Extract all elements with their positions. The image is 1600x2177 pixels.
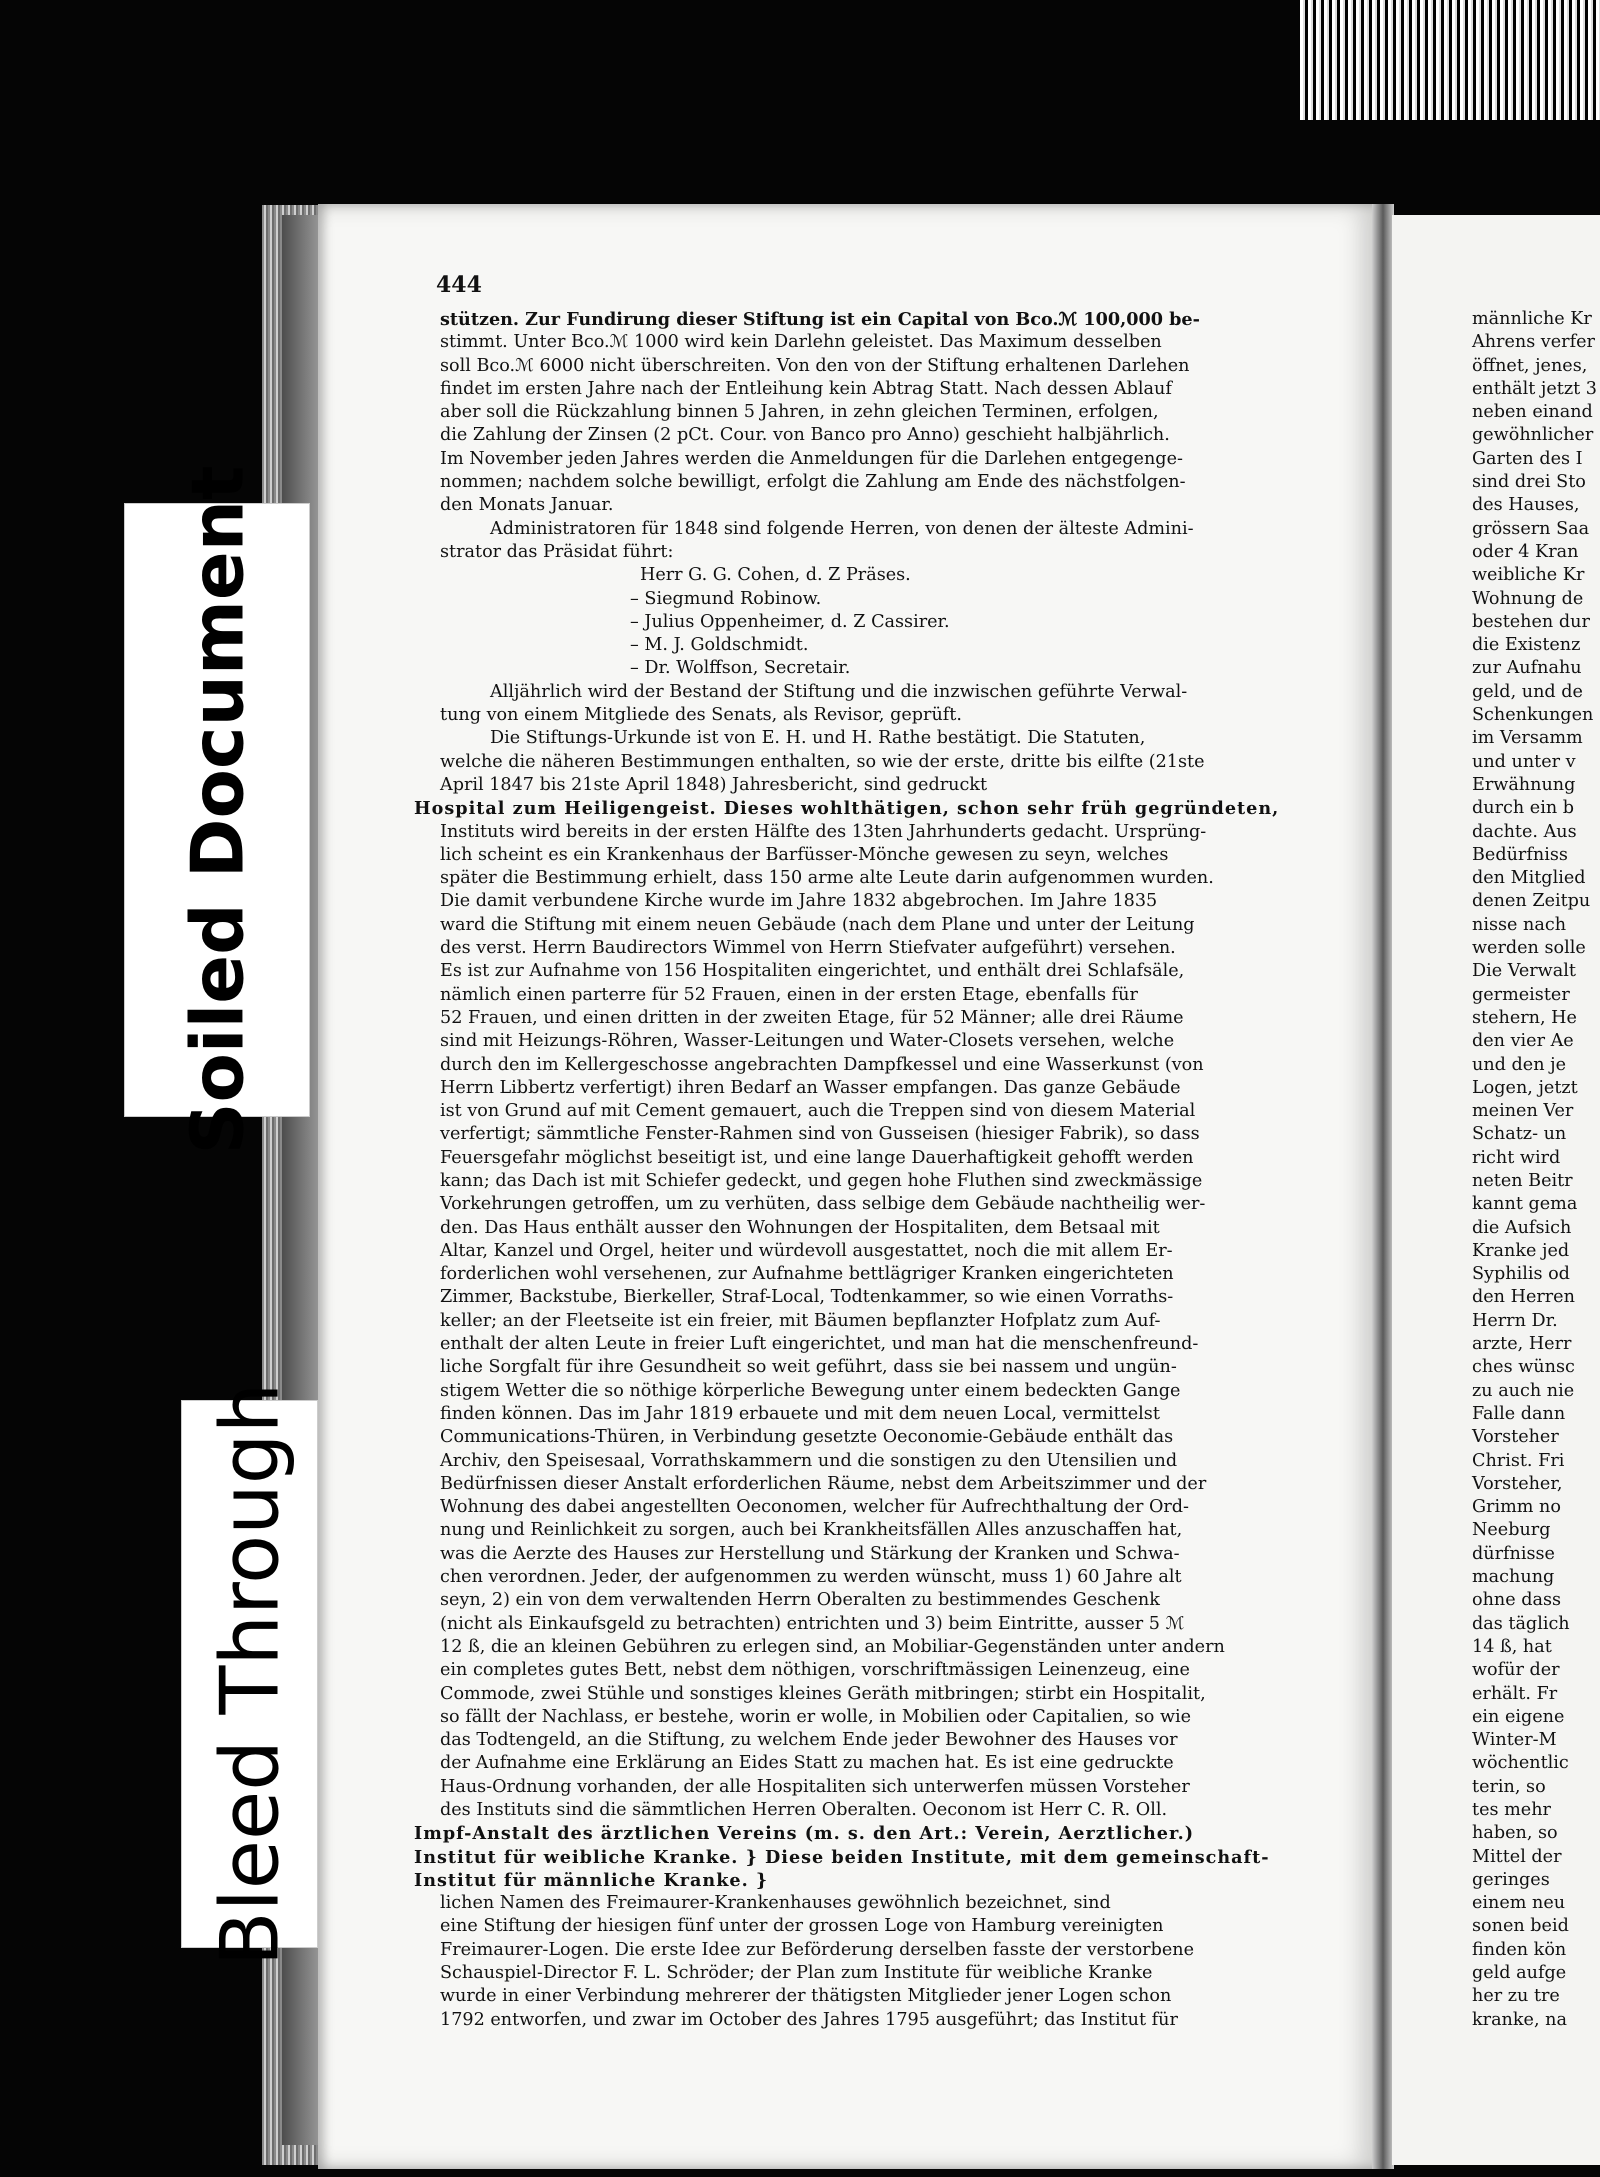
page-number: 444 xyxy=(436,272,482,298)
entry-heading-hospital: Hospital zum Heiligengeist. Dieses wohlthätigen, schon sehr früh gegründeten, xyxy=(414,798,1280,820)
facing-text-line: Bedürfniss xyxy=(1472,844,1568,865)
text-line: seyn, 2) ein von dem verwaltenden Herrn Oberalten zu bestimmendes Geschenk xyxy=(440,1590,1160,1611)
text-line: enthalt der alten Leute in freier Luft eingerichtet, und man hat die menschenfreund- xyxy=(440,1334,1199,1355)
facing-text-line: Grimm no xyxy=(1472,1497,1561,1518)
text-line: des Instituts sind die sämmtlichen Herren Oberalten. Oeconom ist Herr C. R. Oll. xyxy=(440,1800,1168,1820)
text-line: wurde in einer Verbindung mehrerer der thätigsten Mitglieder jener Logen schon xyxy=(440,1986,1172,2007)
text-line: Administratoren für 1848 sind folgende Herren, von denen der älteste Admini- xyxy=(490,518,1194,539)
text-line: Feuersgefahr möglichst beseitigt ist, und eine lange Dauerhaftigkeit gehofft werden xyxy=(440,1147,1194,1168)
facing-text-line: stehern, He xyxy=(1472,1007,1577,1028)
facing-text-line: ohne dass xyxy=(1472,1590,1562,1611)
bleed-through-label xyxy=(181,1382,318,1966)
facing-text-line: kannt gema xyxy=(1472,1194,1578,1215)
text-line: stimmt. Unter Bco.ℳ 1000 wird kein Darlehn geleistet. Das Maximum desselben xyxy=(440,332,1162,353)
facing-text-line: Neeburg xyxy=(1472,1520,1551,1541)
text-line: 52 Frauen, und einen dritten in der zweiten Etage, für 52 Männer; alle drei Räume xyxy=(440,1007,1184,1028)
facing-text-line: 14 ß, hat xyxy=(1472,1636,1552,1657)
facing-text-line: Syphilis od xyxy=(1472,1264,1570,1285)
facing-text-line: den Mitglied xyxy=(1472,868,1586,889)
text-line: der Aufnahme eine Erklärung an Eides Statt zu machen hat. Es ist eine gedruckte xyxy=(440,1753,1174,1774)
text-line: kann; das Dach ist mit Schiefer gedeckt, und gegen hohe Fluthen sind zweckmässige xyxy=(440,1170,1203,1191)
facing-text-line: Mittel der xyxy=(1472,1846,1562,1867)
text-line: stigem Wetter die so nöthige körperliche Bewegung unter einem bedeckten Gange xyxy=(440,1380,1181,1401)
facing-text-line: sind drei Sto xyxy=(1472,472,1586,493)
text-line: welche die näheren Bestimmungen enthalten, so wie der erste, dritte bis eilfte (21ste xyxy=(440,751,1205,772)
text-line: das Todtengeld, an die Stiftung, zu welchem Ende jeder Bewohner des Hauses vor xyxy=(440,1730,1178,1751)
text-line: ist von Grund auf mit Cement gemauert, auch die Treppen sind von diesem Material xyxy=(440,1101,1196,1122)
text-line: 12 ß, die an kleinen Gebühren zu erlegen sind, an Mobiliar-Gegenständen unter andern xyxy=(440,1636,1225,1657)
text-line: lich scheint es ein Krankenhaus der Barfüsser-Mönche gewesen zu seyn, welches xyxy=(440,844,1169,865)
facing-text-line: machung xyxy=(1472,1567,1555,1588)
facing-text-line: weibliche Kr xyxy=(1472,565,1585,586)
text-line: keller; an der Fleetseite ist ein freier, mit Bäumen bepflanzter Hofplatz zum Auf- xyxy=(440,1310,1161,1331)
text-line: Communications-Thüren, in Verbindung gesetzte Oeconomie-Gebäude enthält das xyxy=(440,1427,1174,1448)
text-line: Die damit verbundene Kirche wurde im Jahre 1832 abgebrochen. Im Jahre 1835 xyxy=(440,891,1158,912)
text-line: lichen Namen des Freimaurer-Krankenhauses gewöhnlich bezeichnet, sind xyxy=(440,1893,1111,1914)
text-line: nämlich einen parterre für 52 Frauen, einen in der ersten Etage, ebenfalls für xyxy=(440,984,1138,1005)
facing-text-line: arzte, Herr xyxy=(1472,1334,1572,1355)
text-line: des verst. Herrn Baudirectors Wimmel von Herrn Stiefvater aufgeführt) versehen. xyxy=(440,938,1176,959)
text-line: den. Das Haus enthält ausser den Wohnungen der Hospitaliten, dem Betsaal mit xyxy=(440,1217,1160,1238)
facing-text-line: das täglich xyxy=(1472,1613,1570,1634)
text-line: forderlichen wohl versehenen, zur Aufnahme bettlägriger Kranken eingerichteten xyxy=(440,1264,1174,1285)
text-line: findet im ersten Jahre nach der Entleihung kein Abtrag Statt. Nach dessen Ablauf xyxy=(440,378,1172,399)
text-line: ein completes gutes Bett, nebst dem nöthigen, vorschriftmässigen Leinenzeug, eine xyxy=(440,1660,1190,1681)
text-line: April 1847 bis 21ste April 1848) Jahresbericht, sind gedruckt xyxy=(440,774,988,795)
text-line: Instituts wird bereits in der ersten Hälfte des 13ten Jahrhunderts gedacht. Ursprüng- xyxy=(440,821,1207,842)
facing-text-line: Garten des I xyxy=(1472,448,1583,469)
page-body-text xyxy=(414,308,1352,2032)
facing-text-line: Die Verwalt xyxy=(1472,961,1576,982)
facing-text-line: einem neu xyxy=(1472,1893,1566,1914)
text-line: den Monats Januar. xyxy=(440,495,614,516)
facing-text-line: wofür der xyxy=(1472,1660,1560,1681)
text-line: ward die Stiftung mit einem neuen Gebäude (nach dem Plane und unter der Leitung xyxy=(440,914,1195,935)
facing-text-line: Falle dann xyxy=(1472,1403,1566,1424)
text-line: finden können. Das im Jahr 1819 erbauete und mit dem neuen Local, vermittelst xyxy=(440,1403,1160,1424)
text-line: durch den im Kellergeschosse angebrachten Dampfkessel und eine Wasserkunst (von xyxy=(440,1054,1204,1075)
facing-text-line: durch ein b xyxy=(1472,798,1575,819)
text-line: Es ist zur Aufnahme von 156 Hospitaliten eingerichtet, und enthält drei Schlafsäle, xyxy=(440,961,1185,982)
facing-text-line: dachte. Aus xyxy=(1472,821,1577,842)
facing-text-line: männliche Kr xyxy=(1472,309,1592,329)
facing-text-line: den vier Ae xyxy=(1472,1031,1574,1052)
facing-text-line: Logen, jetzt xyxy=(1472,1077,1578,1098)
facing-text-line: im Versamm xyxy=(1472,728,1583,749)
facing-text-line: Vorsteher, xyxy=(1472,1473,1563,1494)
facing-text-line: und unter v xyxy=(1472,751,1576,772)
facing-text-line: wöchentlic xyxy=(1472,1753,1569,1774)
text-line: Schauspiel-Director F. L. Schröder; der Plan zum Institute für weibliche Kranke xyxy=(440,1963,1153,1984)
text-line: verfertigt; sämmtliche Fenster-Rahmen sind von Gusseisen (hiesiger Fabrik), so dass xyxy=(440,1124,1200,1145)
facing-text-line: oder 4 Kran xyxy=(1472,541,1579,562)
administrator-line: – Dr. Wolffson, Secretair. xyxy=(630,658,851,679)
facing-text-line: germeister xyxy=(1472,984,1570,1005)
facing-text-line: geld, und de xyxy=(1472,681,1583,702)
facing-text-line: zur Aufnahu xyxy=(1472,658,1582,679)
facing-text-line: werden solle xyxy=(1472,938,1586,959)
facing-text-line: den Herren xyxy=(1472,1287,1575,1308)
facing-text-line: neben einand xyxy=(1472,402,1593,423)
entry-heading-institut-weibliche: Institut für weibliche Kranke. } Diese beiden Institute, mit dem gemeinschaft- xyxy=(414,1846,1270,1868)
text-line: Commode, zwei Stühle und sonstiges kleines Geräth mitbringen; stirbt ein Hospitalit, xyxy=(440,1683,1206,1704)
facing-text-line: öffnet, jenes, xyxy=(1472,355,1588,376)
text-line: Alljährlich wird der Bestand der Stiftung und die inzwischen geführte Verwal- xyxy=(490,681,1188,702)
text-line: 1792 entworfen, und zwar im October des Jahres 1795 ausgeführt; das Institut für xyxy=(440,2009,1178,2030)
text-line: aber soll die Rückzahlung binnen 5 Jahren, in zehn gleichen Terminen, erfolgen, xyxy=(440,402,1159,423)
facing-text-line: dürfnisse xyxy=(1472,1543,1555,1564)
text-line: Wohnung des dabei angestellten Oeconomen, welcher für Aufrechthaltung der Ord- xyxy=(440,1497,1190,1518)
text-line: Freimaurer-Logen. Die erste Idee zur Beförderung derselben fasste der verstorbene xyxy=(440,1939,1194,1960)
facing-text-line: finden kön xyxy=(1472,1939,1567,1960)
facing-text-line: tes mehr xyxy=(1472,1800,1551,1820)
text-line: Herrn Libbertz verfertigt) ihren Bedarf an Wasser empfangen. Das ganze Gebäude xyxy=(440,1077,1181,1098)
facing-text-line: Schatz- un xyxy=(1472,1124,1567,1145)
administrator-line: – Siegmund Robinow. xyxy=(630,588,822,609)
text-line: was die Aerzte des Hauses zur Herstellung und Stärkung der Kranken und Schwa- xyxy=(440,1543,1180,1564)
text-line: Vorkehrungen getroffen, um zu verhüten, dass selbige dem Gebäude nachtheilig wer- xyxy=(440,1194,1206,1215)
facing-text-line: des Hauses, xyxy=(1472,495,1580,516)
facing-text-line: richt wird xyxy=(1472,1147,1561,1168)
text-line: sind mit Heizungs-Röhren, Wasser-Leitungen und Water-Closets versehen, welche xyxy=(440,1031,1175,1052)
soiled-document-text: Soiled Document xyxy=(175,465,260,1155)
facing-text-line: Vorsteher xyxy=(1472,1427,1559,1448)
facing-text-line: Herrn Dr. xyxy=(1472,1310,1558,1331)
entry-heading-impf-anstalt: Impf-Anstalt des ärztlichen Vereins (m. s. den Art.: Verein, Aerztlicher.) xyxy=(414,1823,1195,1845)
facing-text-line: meinen Ver xyxy=(1472,1101,1574,1122)
soiled-document-label xyxy=(124,465,310,1155)
text-line: soll Bco.ℳ 6000 nicht überschreiten. Von den von der Stiftung erhaltenen Darlehen xyxy=(440,355,1190,376)
facing-text-line: terin, so xyxy=(1472,1776,1546,1797)
text-line: (nicht als Einkaufsgeld zu betrachten) entrichten und 3) beim Eintritte, ausser 5 ℳ xyxy=(440,1613,1185,1634)
text-line: nommen; nachdem solche bewilligt, erfolgt die Zahlung am Ende des nächstfolgen- xyxy=(440,472,1186,493)
facing-text-line: die Existenz xyxy=(1472,635,1581,656)
bleed-through-text: Bleed Through xyxy=(203,1382,296,1966)
facing-text-line: geringes xyxy=(1472,1869,1550,1890)
entry-heading-institut-maennliche: Institut für männliche Kranke. } xyxy=(414,1869,769,1891)
facing-text-line: Erwähnung xyxy=(1472,774,1576,795)
facing-text-line: grössern Saa xyxy=(1472,518,1590,539)
administrator-line: Herr G. G. Cohen, d. Z Präses. xyxy=(640,565,911,586)
facing-text-line: haben, so xyxy=(1472,1823,1558,1844)
facing-text-line: und den je xyxy=(1472,1054,1566,1075)
facing-text-line: zu auch nie xyxy=(1472,1380,1575,1401)
text-line: strator das Präsidat führt: xyxy=(440,541,674,562)
facing-text-line: Winter-M xyxy=(1472,1730,1557,1751)
text-line: chen verordnen. Jeder, der aufgenommen zu werden wünscht, muss 1) 60 Jahre alt xyxy=(440,1567,1182,1588)
facing-text-line: Ahrens verfer xyxy=(1472,332,1595,353)
facing-text-line: ein eigene xyxy=(1472,1706,1565,1727)
text-line: Im November jeden Jahres werden die Anmeldungen für die Darlehen entgegenge- xyxy=(440,448,1183,469)
facing-text-line: bestehen dur xyxy=(1472,611,1590,632)
text-line: später die Bestimmung erhielt, dass 150 arme alte Leute darin aufgenommen wurden. xyxy=(440,868,1214,889)
text-line: Haus-Ordnung vorhanden, der alle Hospitaliten sich unterwerfen müssen Vorsteher xyxy=(440,1776,1190,1797)
page-gutter xyxy=(1372,204,1394,2169)
text-line: nung und Reinlichkeit zu sorgen, auch bei Krankheitsfällen Alles anzuschaffen hat, xyxy=(440,1520,1183,1541)
facing-text-line: sonen beid xyxy=(1472,1916,1569,1937)
administrator-line: – M. J. Goldschmidt. xyxy=(630,635,809,656)
facing-text-line: gewöhnlicher xyxy=(1472,425,1594,446)
text-line: so fällt der Nachlass, er bestehe, worin er wolle, in Mobilien oder Capitalien, so wie xyxy=(440,1706,1192,1727)
text-line: tung von einem Mitgliede des Senats, als Revisor, geprüft. xyxy=(440,705,962,726)
text-line: Zimmer, Backstube, Bierkeller, Straf-Local, Todtenkammer, so wie einen Vorraths- xyxy=(440,1287,1174,1308)
text-line: Altar, Kanzel und Orgel, heiter und würdevoll ausgestattet, noch die mit allem Er- xyxy=(440,1240,1173,1261)
facing-text-line: Schenkungen xyxy=(1472,705,1594,726)
text-line: die Zahlung der Zinsen (2 pCt. Cour. von Banco pro Anno) geschieht halbjährlich. xyxy=(440,425,1170,446)
facing-text-line: enthält jetzt 3 xyxy=(1472,378,1597,399)
text-line: stützen. Zur Fundirung dieser Stiftung ist ein Capital von Bco.ℳ 100,000 be- xyxy=(440,309,1200,330)
text-line: Bedürfnissen dieser Anstalt erforderlichen Räume, nebst dem Arbeitszimmer und der xyxy=(440,1473,1207,1494)
scanner-edge-strip xyxy=(1300,0,1600,120)
facing-text-line: die Aufsich xyxy=(1472,1217,1572,1238)
facing-text-line: Christ. Fri xyxy=(1472,1450,1565,1471)
facing-text-line: denen Zeitpu xyxy=(1472,891,1591,912)
facing-text-line: kranke, na xyxy=(1472,2009,1567,2030)
facing-text-line: ches wünsc xyxy=(1472,1357,1575,1378)
facing-text-line: neten Beitr xyxy=(1472,1170,1573,1191)
facing-text-line: erhält. Fr xyxy=(1472,1683,1558,1704)
facing-page-text xyxy=(1472,308,1600,2032)
facing-text-line: geld aufge xyxy=(1472,1963,1567,1984)
facing-text-line: Kranke jed xyxy=(1472,1240,1570,1261)
text-line: Archiv, den Speisesaal, Vorrathskammern und die sonstigen zu den Utensilien und xyxy=(440,1450,1178,1471)
text-line: liche Sorgfalt für ihre Gesundheit so weit geführt, dass sie bei nassem und ungün- xyxy=(440,1357,1177,1378)
facing-text-line: nisse nach xyxy=(1472,914,1567,935)
facing-text-line: Wohnung de xyxy=(1472,588,1584,609)
text-line: eine Stiftung der hiesigen fünf unter der grossen Loge von Hamburg vereinigten xyxy=(440,1916,1164,1937)
facing-text-line: her zu tre xyxy=(1472,1986,1560,2007)
text-line: Die Stiftungs-Urkunde ist von E. H. und H. Rathe bestätigt. Die Statuten, xyxy=(490,728,1146,749)
administrator-line: – Julius Oppenheimer, d. Z Cassirer. xyxy=(630,611,950,632)
